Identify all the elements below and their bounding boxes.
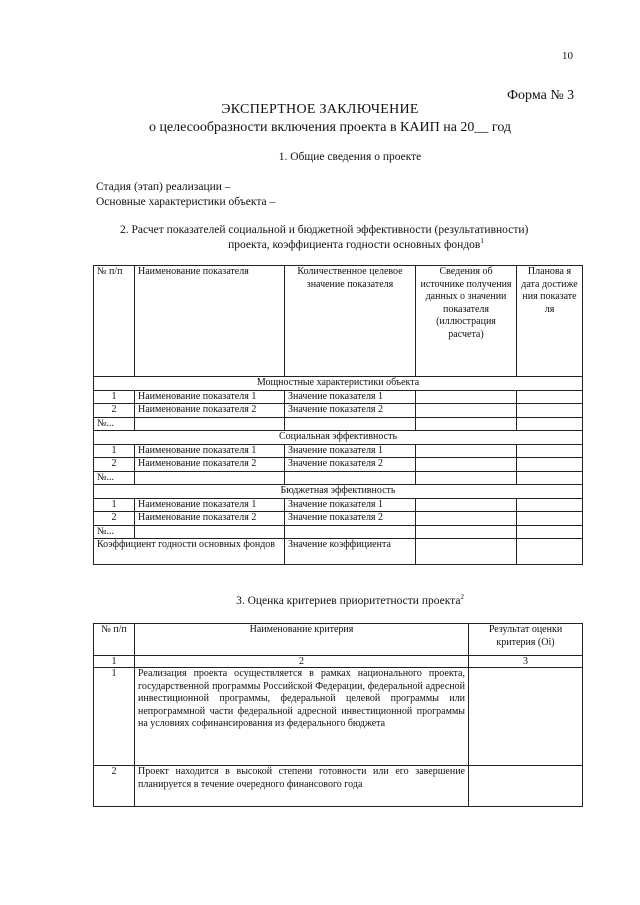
indicators-header-row — [94, 266, 583, 377]
form-label: Форма № 3 — [507, 88, 575, 103]
header-num: № п/п — [94, 266, 135, 377]
header-target-value: Количественное целевое значение показателя — [285, 266, 416, 377]
indicator-row — [94, 458, 583, 472]
indicator-num: 1 — [94, 444, 135, 458]
indicator-row — [94, 525, 583, 539]
document-title: ЭКСПЕРТНОЕ ЗАКЛЮЧЕНИЕ — [221, 102, 419, 117]
indicator-date-cell[interactable] — [517, 390, 583, 404]
indicator-date-cell[interactable] — [517, 404, 583, 418]
indicator-name: Наименование показателя 2 — [135, 404, 285, 418]
coefficient-value: Значение коэффициента — [285, 539, 416, 565]
criteria-text: Реализация проекта осуществляется в рамках национального проекта, государственной программы Российской Федерации, федеральной адресной инвестиционной программы, федеральной целевой программы или непрограммной части федеральной адресной инвестиционной программы на условиях софинансирования из федерального бюджета — [135, 668, 469, 766]
criteria-column-numbers — [94, 656, 583, 668]
indicator-source-cell[interactable] — [416, 512, 517, 526]
characteristics-line: Основные характеристики объекта – — [96, 196, 276, 208]
indicator-name — [135, 417, 285, 431]
criteria-row — [94, 668, 583, 766]
indicator-source-cell[interactable] — [416, 458, 517, 472]
group-title: Мощностные характеристики объекта — [94, 377, 583, 391]
group-header-row — [94, 377, 583, 391]
header-planned-date: Планова я дата достиже ния показате ля — [517, 266, 583, 377]
footnote-mark-2: 2 — [460, 593, 464, 602]
indicator-date-cell[interactable] — [517, 471, 583, 485]
indicator-num: 1 — [94, 498, 135, 512]
coefficient-date-cell[interactable] — [517, 539, 583, 565]
section3-heading — [0, 595, 640, 607]
indicator-name: Наименование показателя 2 — [135, 512, 285, 526]
criteria-result-cell[interactable] — [469, 766, 583, 807]
indicator-row — [94, 471, 583, 485]
indicator-value: Значение показателя 1 — [285, 390, 416, 404]
criteria-header-result: Результат оценки критерия (Oi) — [469, 624, 583, 656]
indicator-value: Значение показателя 2 — [285, 404, 416, 418]
indicator-date-cell[interactable] — [517, 444, 583, 458]
criteria-num: 1 — [94, 668, 135, 766]
indicator-num: 2 — [94, 512, 135, 526]
indicator-date-cell[interactable] — [517, 525, 583, 539]
indicator-num: №... — [94, 471, 135, 485]
indicator-value: Значение показателя 1 — [285, 498, 416, 512]
indicator-source-cell[interactable] — [416, 498, 517, 512]
document-subtitle: о целесообразности включения проекта в КАИП на 20__ год — [148, 120, 512, 135]
indicators-table — [93, 265, 583, 565]
indicator-date-cell[interactable] — [517, 417, 583, 431]
group-title: Социальная эффективность — [94, 431, 583, 445]
indicator-row — [94, 498, 583, 512]
project-general-info — [96, 180, 275, 210]
col-number: 2 — [135, 656, 469, 668]
header-indicator-name: Наименование показателя — [135, 266, 285, 377]
coefficient-row — [94, 539, 583, 565]
indicator-row — [94, 390, 583, 404]
indicator-value — [285, 417, 416, 431]
group-header-row — [94, 431, 583, 445]
indicator-source-cell[interactable] — [416, 404, 517, 418]
indicator-source-cell[interactable] — [416, 390, 517, 404]
indicator-date-cell[interactable] — [517, 498, 583, 512]
indicator-num: 2 — [94, 404, 135, 418]
indicator-date-cell[interactable] — [517, 458, 583, 472]
indicator-source-cell[interactable] — [416, 417, 517, 431]
section2-heading — [120, 223, 582, 253]
page-number: 10 — [562, 50, 573, 62]
group-header-row — [94, 485, 583, 499]
indicator-name: Наименование показателя 1 — [135, 444, 285, 458]
group-title: Бюджетная эффективность — [94, 485, 583, 499]
indicator-num: №... — [94, 417, 135, 431]
indicator-num: 1 — [94, 390, 135, 404]
indicator-source-cell[interactable] — [416, 525, 517, 539]
indicator-row — [94, 444, 583, 458]
header-data-source: Сведения об источнике получения данных о значении показателя (иллюстрация расчета) — [416, 266, 517, 377]
criteria-row — [94, 766, 583, 807]
section3-heading-text: 3. Оценка критериев приоритетности проекта — [236, 595, 461, 607]
indicator-name — [135, 471, 285, 485]
indicator-row — [94, 417, 583, 431]
indicator-value: Значение показателя 1 — [285, 444, 416, 458]
indicator-value: Значение показателя 2 — [285, 458, 416, 472]
section2-heading-line2: проекта, коэффициента годности основных фондов — [228, 239, 481, 251]
footnote-mark-1: 1 — [480, 237, 484, 246]
indicator-name: Наименование показателя 2 — [135, 458, 285, 472]
indicator-source-cell[interactable] — [416, 444, 517, 458]
criteria-header-row — [94, 624, 583, 656]
indicator-num: 2 — [94, 458, 135, 472]
indicator-value — [285, 471, 416, 485]
criteria-table — [93, 623, 583, 807]
col-number: 1 — [94, 656, 135, 668]
indicator-row — [94, 404, 583, 418]
col-number: 3 — [469, 656, 583, 668]
criteria-text: Проект находится в высокой степени готовности или его завершение планируется в течение очередного финансового года — [135, 766, 469, 807]
stage-line: Стадия (этап) реализации – — [96, 181, 231, 193]
indicator-value: Значение показателя 2 — [285, 512, 416, 526]
indicator-name: Наименование показателя 1 — [135, 498, 285, 512]
indicator-source-cell[interactable] — [416, 471, 517, 485]
coefficient-label: Коэффициент годности основных фондов — [94, 539, 285, 565]
indicator-name: Наименование показателя 1 — [135, 390, 285, 404]
indicator-num: №... — [94, 525, 135, 539]
section1-heading: 1. Общие сведения о проекте — [278, 151, 422, 163]
criteria-num: 2 — [94, 766, 135, 807]
criteria-header-name: Наименование критерия — [135, 624, 469, 656]
indicator-value — [285, 525, 416, 539]
criteria-header-num: № п/п — [94, 624, 135, 656]
criteria-result-cell[interactable] — [469, 668, 583, 766]
indicator-name — [135, 525, 285, 539]
coefficient-source-cell[interactable] — [416, 539, 517, 565]
section2-heading-line1: 2. Расчет показателей социальной и бюджетной эффективности (результативности) — [120, 224, 529, 236]
indicator-date-cell[interactable] — [517, 512, 583, 526]
indicator-row — [94, 512, 583, 526]
